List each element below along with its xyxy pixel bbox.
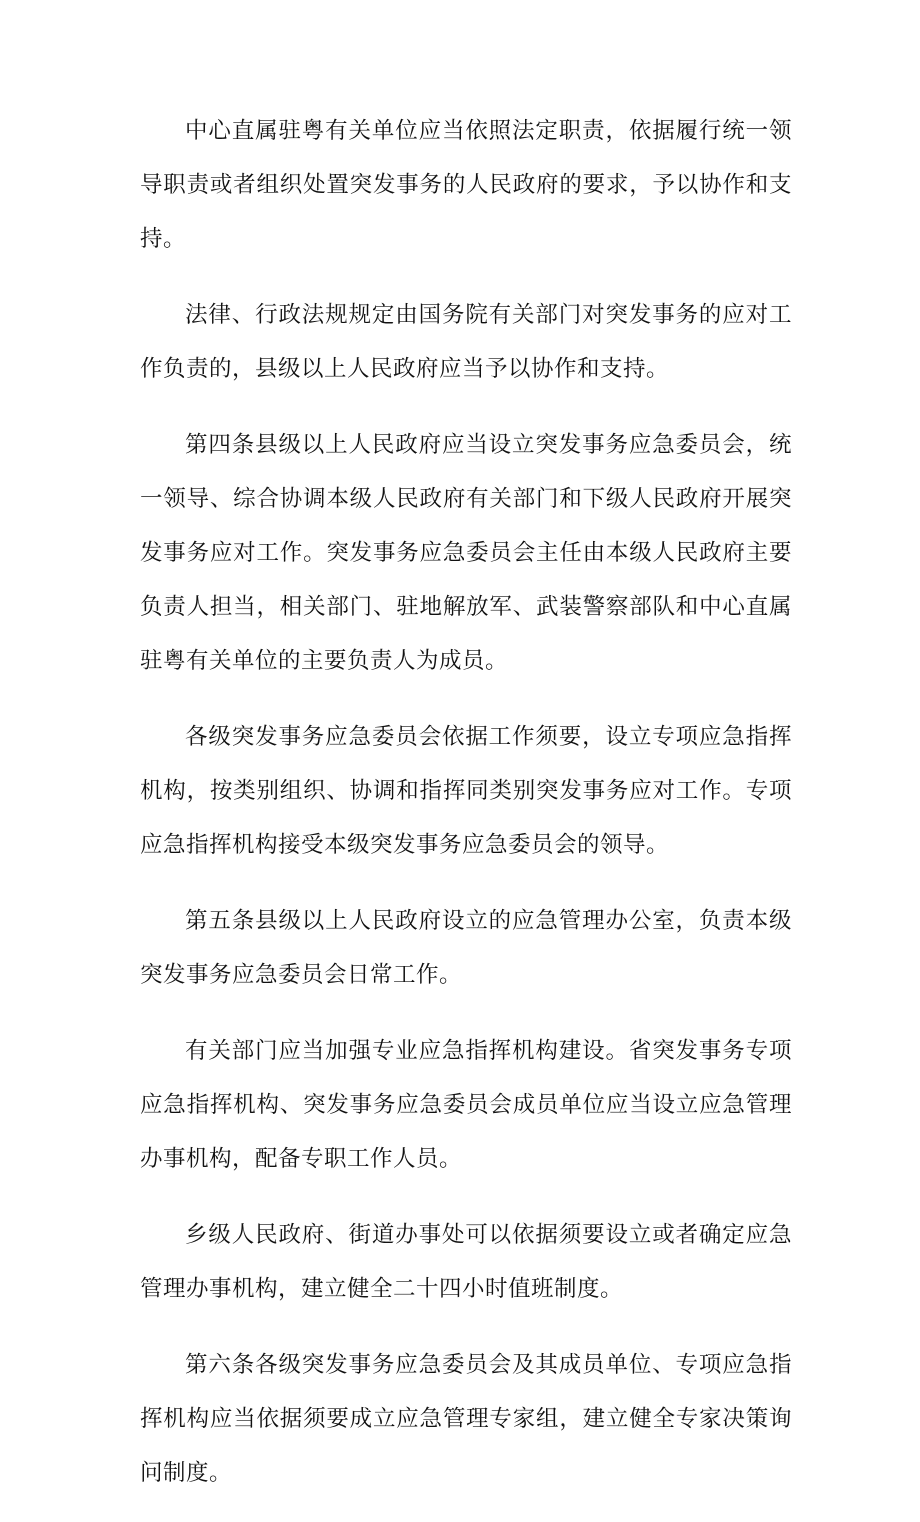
paragraph-article-5: 第五条县级以上人民政府设立的应急管理办公室，负责本级突发事务应急委员会日常工作。 — [140, 908, 792, 988]
document-body — [140, 104, 792, 1522]
paragraph-article-6: 第六条各级突发事务应急委员会及其成员单位、专项应急指挥机构应当依据须要成立应急管理专家组，建立健全专家决策询问制度。 — [140, 1352, 792, 1486]
paragraph-6: 有关部门应当加强专业应急指挥机构建设。省突发事务专项应急指挥机构、突发事务应急委员会成员单位应当设立应急管理办事机构，配备专职工作人员。 — [140, 1038, 792, 1172]
paragraph-2: 法律、行政法规规定由国务院有关部门对突发事务的应对工作负责的，县级以上人民政府应当予以协作和支持。 — [140, 302, 792, 382]
paragraph-4: 各级突发事务应急委员会依据工作须要，设立专项应急指挥机构，按类别组织、协调和指挥同类别突发事务应对工作。专项应急指挥机构接受本级突发事务应急委员会的领导。 — [140, 724, 792, 858]
paragraph-1: 中心直属驻粤有关单位应当依照法定职责，依据履行统一领导职责或者组织处置突发事务的人民政府的要求，予以协作和支持。 — [140, 118, 792, 252]
paragraph-7: 乡级人民政府、街道办事处可以依据须要设立或者确定应急管理办事机构，建立健全二十四小时值班制度。 — [140, 1222, 792, 1302]
paragraph-article-4: 第四条县级以上人民政府应当设立突发事务应急委员会，统一领导、综合协调本级人民政府有关部门和下级人民政府开展突发事务应对工作。突发事务应急委员会主任由本级人民政府主要负责人担当，相关部门、驻地解放军、武装警察部队和中心直属驻粤有关单位的主要负责人为成员。 — [140, 432, 792, 674]
